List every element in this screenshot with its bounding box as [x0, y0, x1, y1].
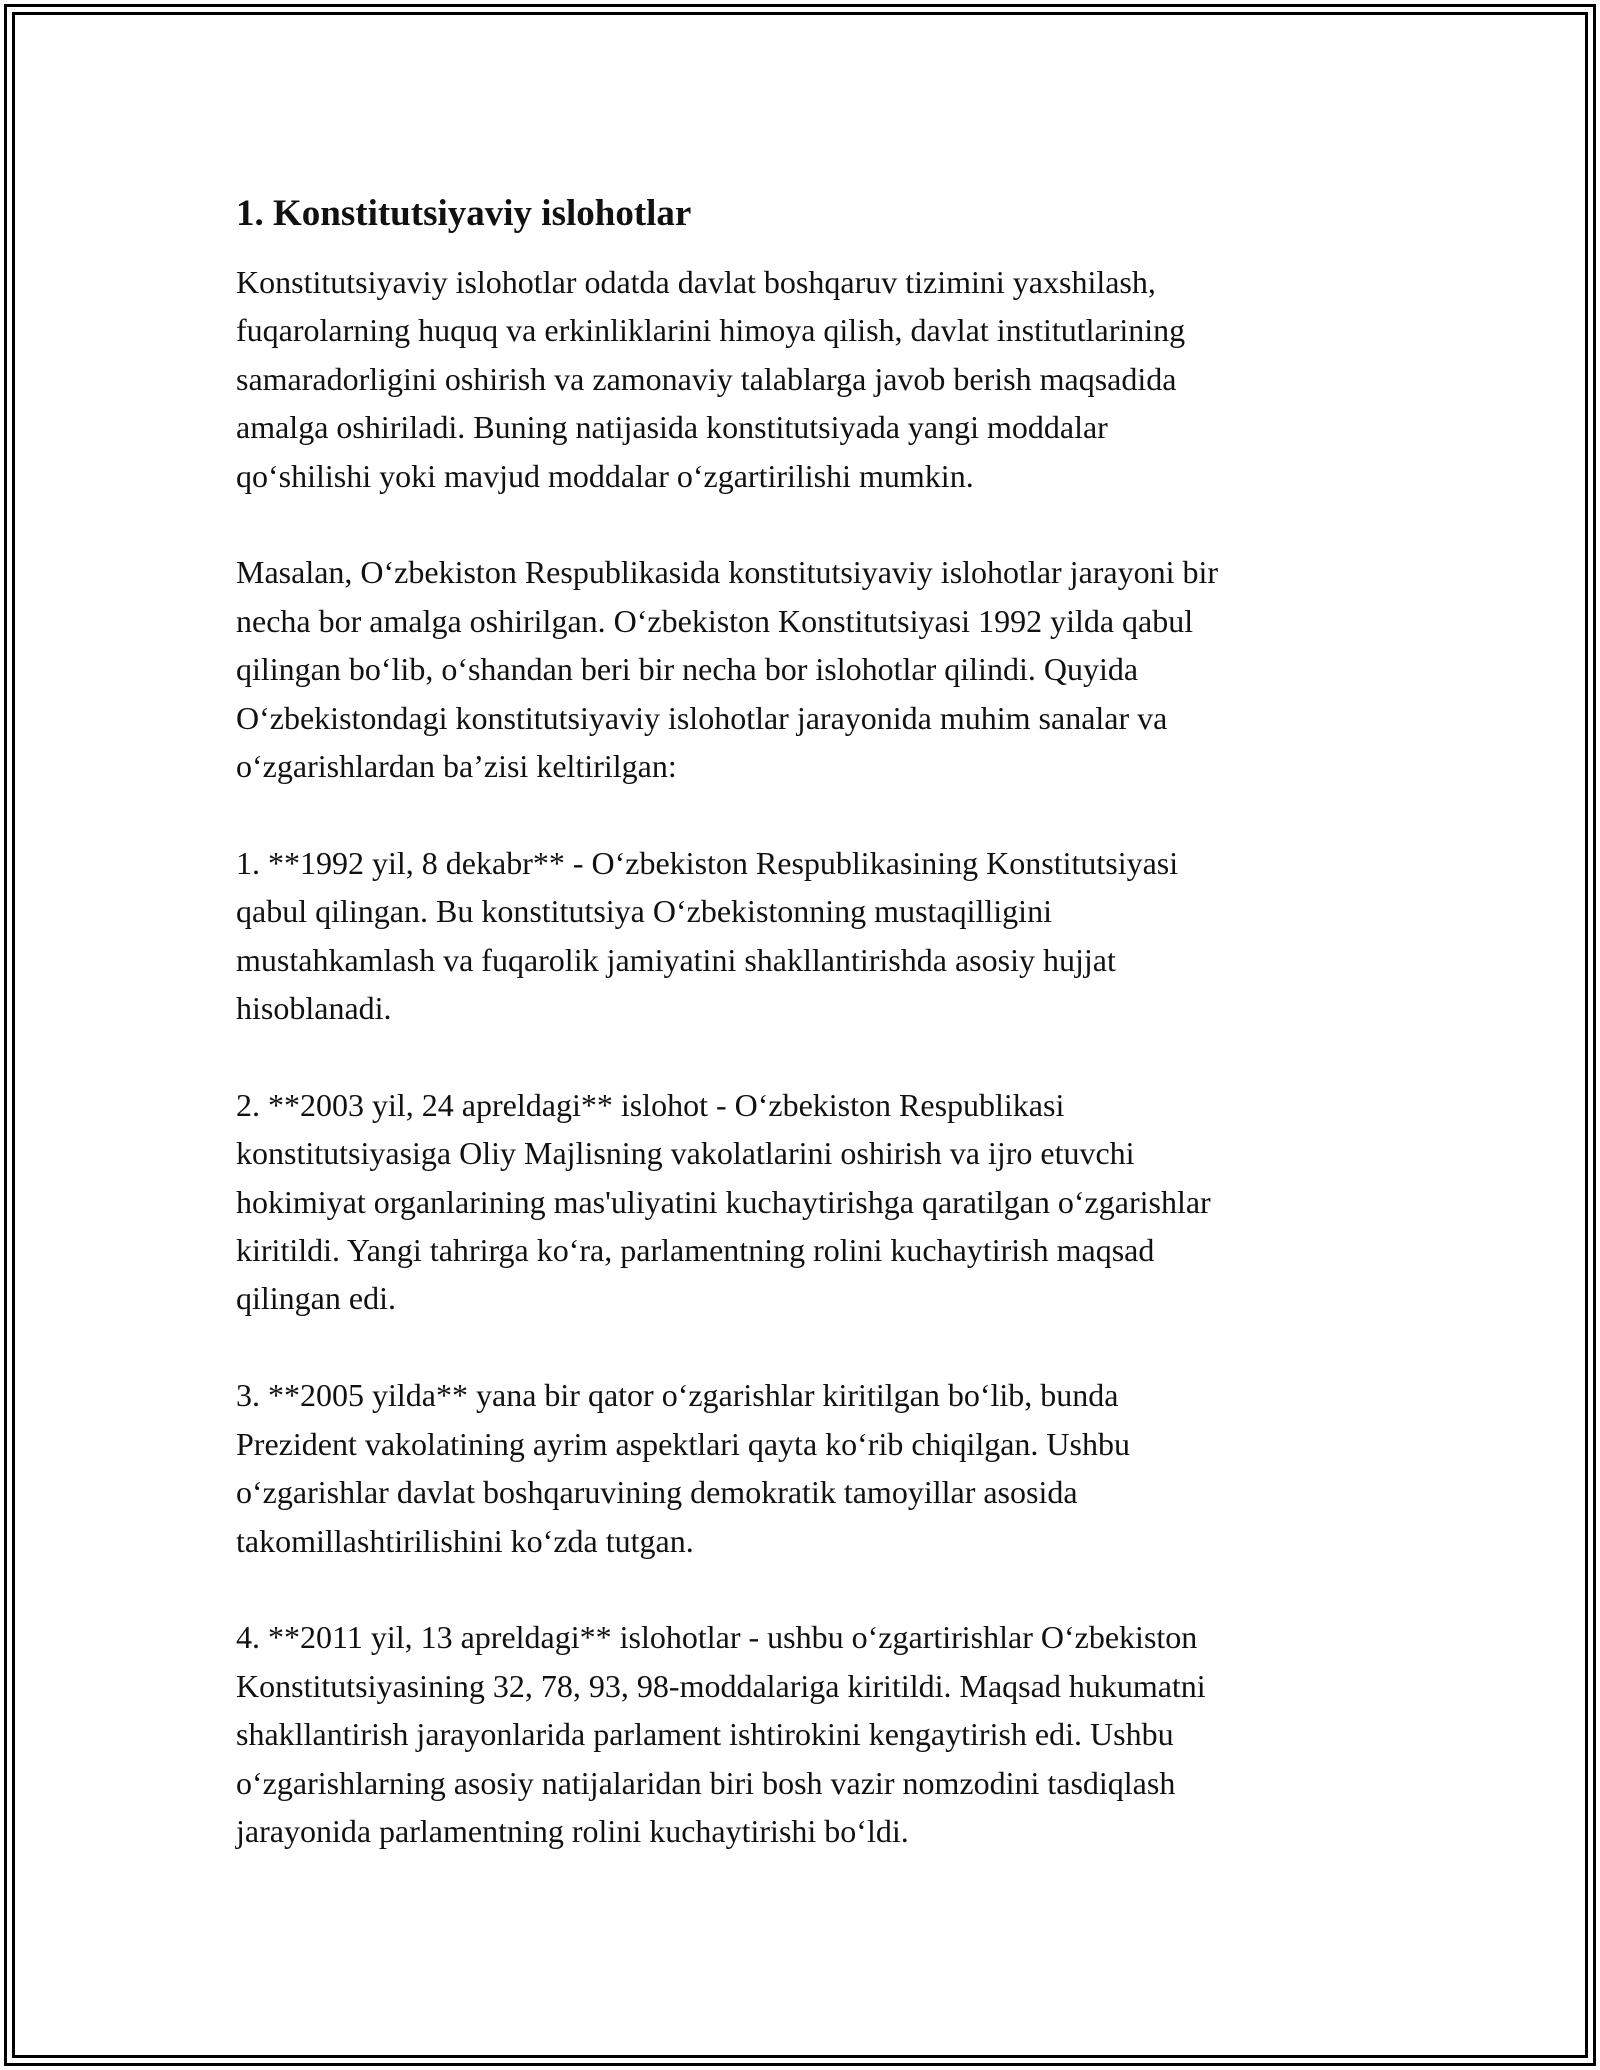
list-item-2005: 3. **2005 yilda** yana bir qator o‘zgarishlar kiritilgan bo‘lib, bunda Prezident vakolatining ayrim aspektlari qayta ko‘rib chiqilgan. Ushbu o‘zgarishlar davlat boshqaruvining demokratik tamoyillar asosida takomillashtirilishini ko‘zda tutgan.	[236, 1377, 1130, 1559]
document-body	[236, 190, 1376, 1904]
paragraph-example: Masalan, O‘zbekiston Respublikasida konstitutsiyaviy islohotlar jarayoni bir necha bor amalga oshirilgan. O‘zbekiston Konstitutsiyasi 1992 yilda qabul qilingan bo‘lib, o‘shandan beri bir necha bor islohotlar qilindi. Quyida O‘zbekistondagi konstitutsiyaviy islohotlar jarayonida muhim sanalar va o‘zgarishlardan ba’zisi keltirilgan:	[236, 554, 1219, 785]
section-heading: 1. Konstitutsiyaviy islohotlar	[236, 193, 692, 234]
list-item-2011: 4. **2011 yil, 13 apreldagi** islohotlar - ushbu o‘zgartirishlar O‘zbekiston Konstitutsiyasining 32, 78, 93, 98-moddalariga kiritildi. Maqsad hukumatni shakllantirish jarayonlarida parlament ishtirokini kengaytirish edi. Ushbu o‘zgarishlarning asosiy natijalaridan biri bosh vazir nomzodini tasdiqlash jarayonida parlamentning rolini kuchaytirishi bo‘ldi.	[236, 1619, 1206, 1849]
list-item-1992: 1. **1992 yil, 8 dekabr** - O‘zbekiston Respublikasining Konstitutsiyasi qabul qilingan. Bu konstitutsiya O‘zbekistonning mustaqilligini mustahkamlash va fuqarolik jamiyatini shakllantirishda asosiy hujjat hisoblanadi.	[236, 844, 1179, 1027]
paragraph-intro: Konstitutsiyaviy islohotlar odatda davlat boshqaruv tizimini yaxshilash, fuqarolarning huquq va erkinliklarini himoya qilish, davlat institutlarining samaradorligini oshirish va zamonaviy talablarga javob berish maqsadida amalga oshiriladi. Buning natijasida konstitutsiyada yangi moddalar qo‘shilishi yoki mavjud moddalar o‘zgartirilishi mumkin.	[236, 264, 1186, 494]
list-item-2003: 2. **2003 yil, 24 apreldagi** islohot - O‘zbekiston Respublikasi konstitutsiyasiga Oliy Majlisning vakolatlarini oshirish va ijro etuvchi hokimiyat organlarining mas'uliyatini kuchaytirishga qaratilgan o‘zgarishlar kiritildi. Yangi tahrirga ko‘ra, parlamentning rolini kuchaytirish maqsad qilingan edi.	[236, 1086, 1211, 1317]
